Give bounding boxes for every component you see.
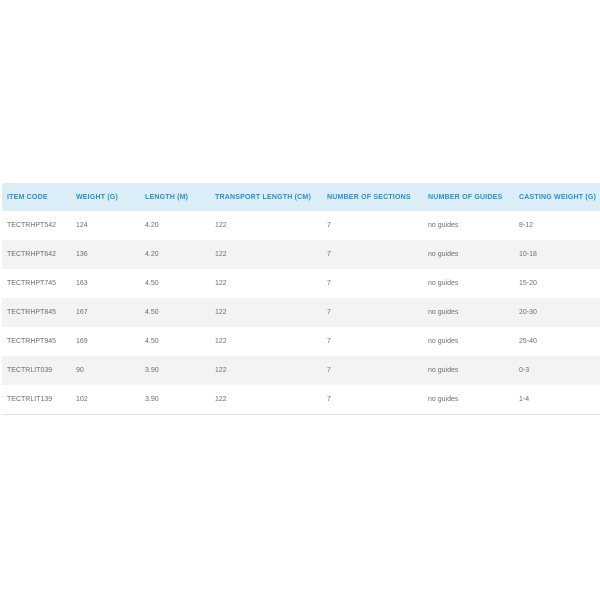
cell-casting-weight: 25-40 [519, 338, 537, 345]
product-specs-table [2, 183, 600, 415]
cell-number-of-sections: 7 [327, 367, 331, 374]
table-row [2, 298, 600, 327]
cell-item-code: TECTRHPT845 [7, 309, 57, 316]
cell-weight: 169 [76, 338, 88, 345]
cell-weight: 167 [76, 309, 88, 316]
header-number-of-sections: NUMBER OF SECTIONS [327, 193, 411, 201]
cell-number-of-sections: 7 [327, 338, 331, 345]
cell-length: 3.90 [145, 367, 159, 374]
cell-number-of-sections: 7 [327, 222, 331, 229]
cell-casting-weight: 15-20 [519, 280, 537, 287]
cell-length: 4.50 [145, 280, 159, 287]
cell-number-of-sections: 7 [327, 395, 331, 403]
cell-casting-weight: 10-18 [519, 251, 537, 258]
table-row [2, 240, 600, 269]
cell-weight: 163 [76, 280, 88, 287]
cell-casting-weight: 1-4 [519, 395, 530, 403]
cell-length: 3.90 [145, 395, 159, 403]
cell-casting-weight: 20-30 [519, 309, 537, 316]
table-row [2, 211, 600, 240]
cell-transport-length: 122 [215, 309, 227, 316]
cell-number-of-guides: no guides [428, 309, 459, 316]
cell-transport-length: 122 [215, 222, 227, 229]
header-transport-length: TRANSPORT LENGTH (CM) [215, 193, 311, 201]
cell-number-of-guides: no guides [428, 367, 459, 374]
cell-transport-length: 122 [215, 280, 227, 287]
cell-number-of-guides: no guides [428, 338, 459, 345]
cell-number-of-sections: 7 [327, 309, 331, 316]
cell-number-of-sections: 7 [327, 251, 331, 258]
cell-item-code: TECTRHPT945 [7, 338, 57, 345]
cell-number-of-guides: no guides [428, 251, 459, 258]
cell-number-of-guides: no guides [428, 395, 459, 403]
cell-weight: 136 [76, 251, 88, 258]
cell-transport-length: 122 [215, 395, 227, 403]
header-weight: WEIGHT (G) [76, 193, 119, 201]
table-row [2, 269, 600, 298]
cell-number-of-sections: 7 [327, 280, 331, 287]
header-casting-weight: CASTING WEIGHT (G) [519, 193, 597, 201]
product-specs-table-container [2, 183, 600, 415]
cell-item-code: TECTRLIT139 [7, 395, 53, 403]
header-row [2, 183, 600, 211]
header-number-of-guides: NUMBER OF GUIDES [428, 193, 503, 201]
cell-item-code: TECTRHPT542 [7, 222, 57, 229]
cell-casting-weight: 8-12 [519, 222, 534, 229]
header-item-code: ITEM CODE [7, 193, 48, 201]
table-body [2, 211, 600, 414]
table-header [2, 183, 600, 211]
cell-item-code: TECTRLIT039 [7, 367, 53, 374]
cell-number-of-guides: no guides [428, 280, 459, 287]
cell-weight: 90 [76, 367, 84, 374]
cell-item-code: TECTRHPT745 [7, 280, 57, 287]
table-row [2, 385, 600, 414]
cell-item-code: TECTRHPT642 [7, 251, 57, 258]
table-row [2, 327, 600, 356]
cell-transport-length: 122 [215, 338, 227, 345]
header-length: LENGTH (M) [145, 193, 189, 201]
cell-weight: 102 [76, 395, 88, 403]
cell-weight: 124 [76, 222, 88, 229]
table-row [2, 356, 600, 385]
cell-casting-weight: 0-3 [519, 367, 530, 374]
cell-transport-length: 122 [215, 251, 227, 258]
cell-length: 4.50 [145, 309, 159, 316]
cell-length: 4.20 [145, 222, 159, 229]
cell-length: 4.20 [145, 251, 159, 258]
cell-transport-length: 122 [215, 367, 227, 374]
cell-length: 4.50 [145, 338, 159, 345]
cell-number-of-guides: no guides [428, 222, 459, 229]
